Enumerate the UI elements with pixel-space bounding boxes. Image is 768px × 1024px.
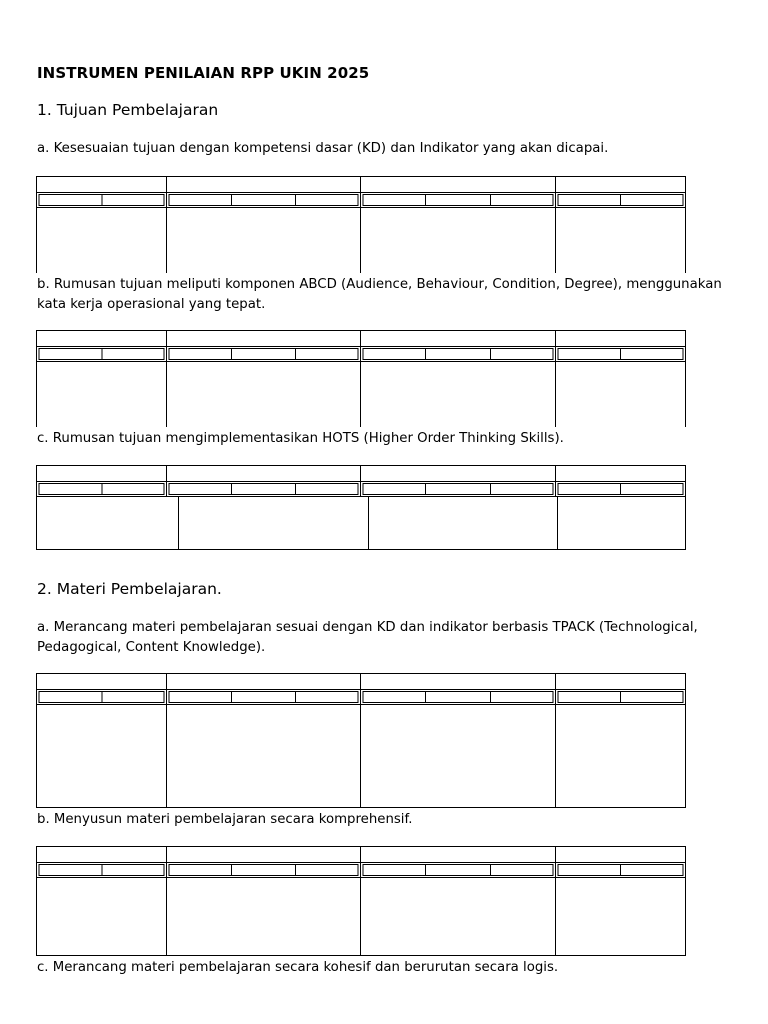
criterion-text-1b: b. Rumusan tujuan meliputi komponen ABCD (Audience, Behaviour, Condition, Degree), menggunakan kata kerja operasional yang tepat. — [37, 277, 722, 312]
grid-cell — [363, 865, 553, 876]
criterion-text-1a: a. Kesesuaian tujuan dengan kompetensi dasar (KD) dan Indikator yang akan dicapai. — [37, 141, 609, 156]
grid-cell — [363, 349, 553, 360]
rubric-grid-lines — [36, 846, 686, 957]
rubric-table-2b — [36, 846, 686, 957]
section-heading-tujuan: 1. Tujuan Pembelajaran — [37, 101, 219, 119]
rubric-grid-lines — [36, 330, 686, 428]
document-title: INSTRUMEN PENILAIAN RPP UKIN 2025 — [37, 64, 370, 82]
grid-cell — [363, 692, 553, 703]
section-heading-materi: 2. Materi Pembelajaran. — [37, 580, 222, 598]
rubric-table-2a — [36, 673, 686, 809]
rubric-grid-lines — [36, 673, 686, 809]
grid-cell — [363, 484, 553, 495]
criterion-text-2a: a. Merancang materi pembelajaran sesuai dengan KD dan indikator berbasis TPACK (Technological, Pedagogical, Content Knowledge). — [37, 620, 698, 655]
rubric-grid-lines — [36, 176, 686, 274]
grid-cell — [169, 484, 358, 495]
rubric-table-1a — [36, 176, 686, 274]
grid-cell — [169, 865, 358, 876]
criterion-text-2b: b. Menyusun materi pembelajaran secara komprehensif. — [37, 812, 413, 827]
rubric-table-1c — [36, 465, 686, 551]
criterion-text-2c: c. Merancang materi pembelajaran secara kohesif dan berurutan secara logis. — [37, 960, 559, 975]
rubric-grid-lines — [36, 465, 686, 551]
grid-cell — [169, 195, 358, 206]
criterion-text-1c: c. Rumusan tujuan mengimplementasikan HOTS (Higher Order Thinking Skills). — [37, 431, 564, 446]
grid-cell — [169, 349, 358, 360]
rubric-table-1b — [36, 330, 686, 428]
grid-cell — [169, 692, 358, 703]
grid-cell — [363, 195, 553, 206]
